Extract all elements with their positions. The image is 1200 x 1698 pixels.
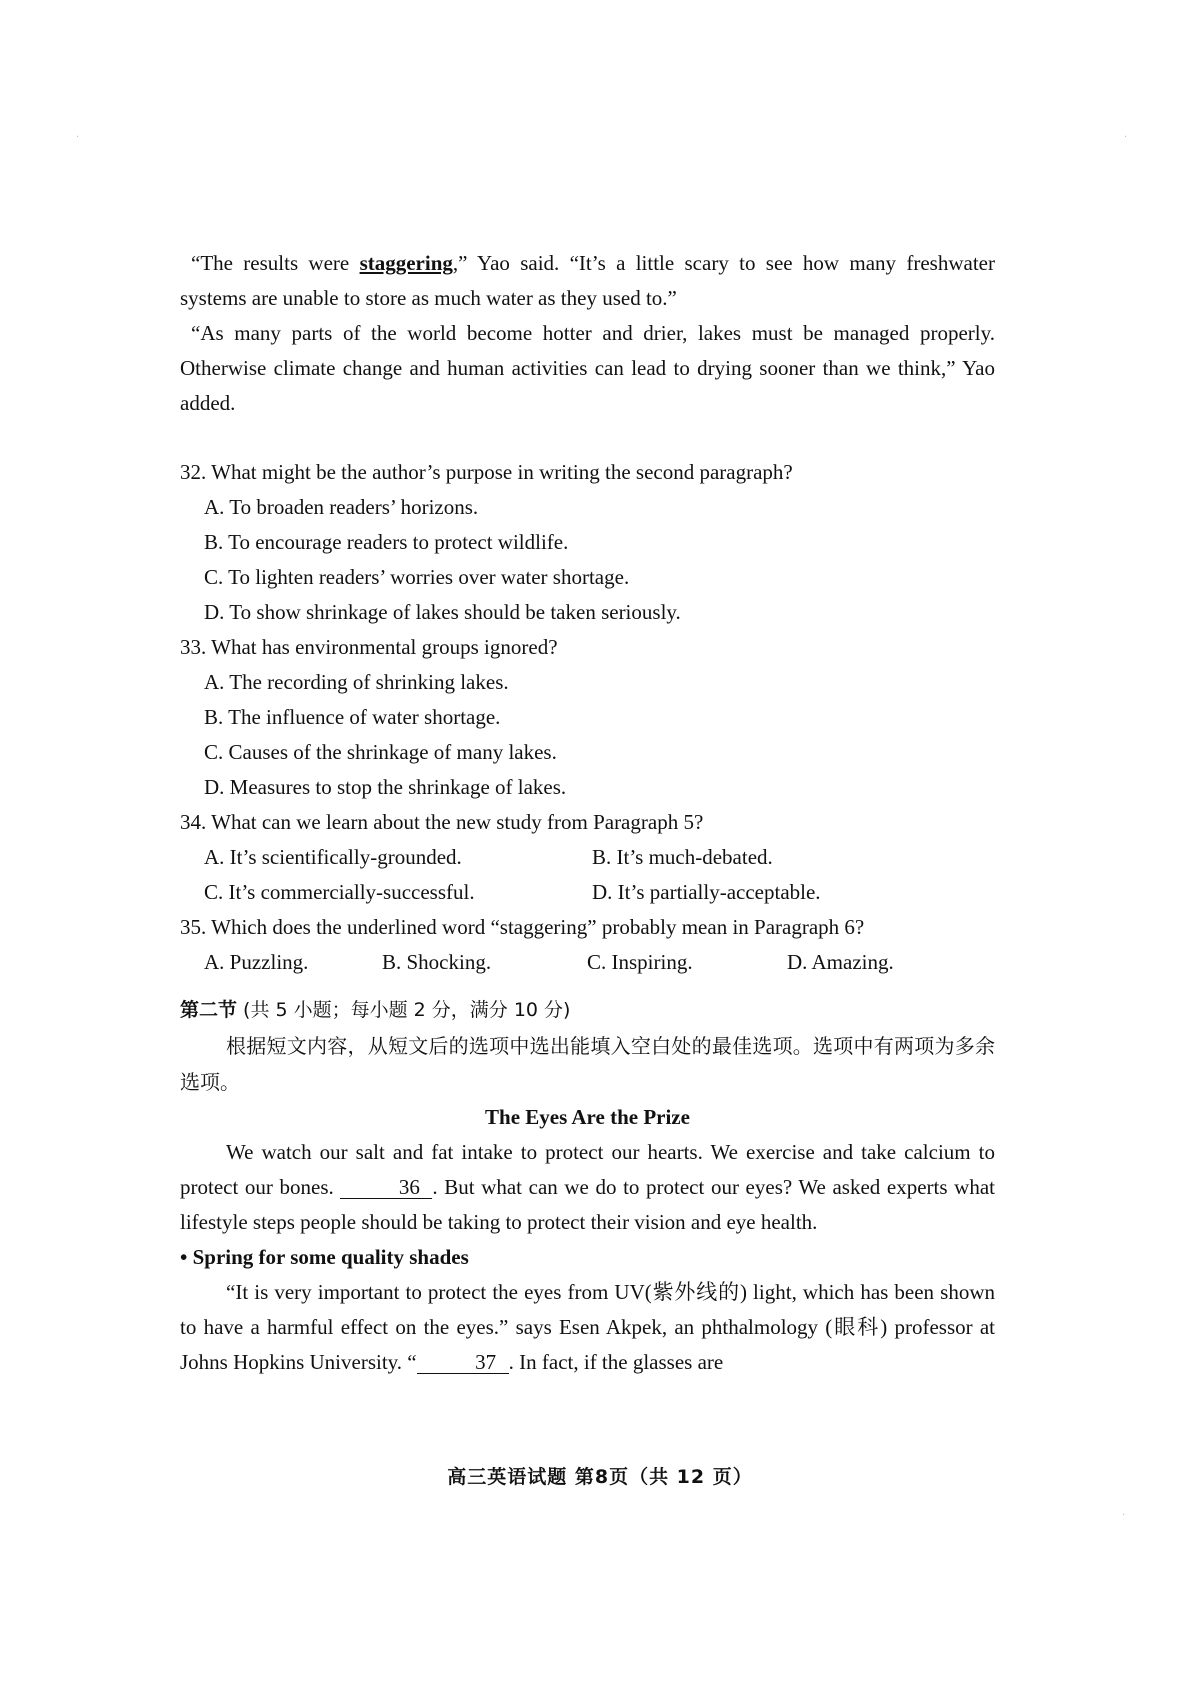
option-a: A. To broaden readers’ horizons.	[204, 495, 479, 519]
section-2-label: 第二节	[180, 999, 238, 1021]
exam-page-body	[180, 246, 995, 1380]
option-row	[204, 875, 995, 910]
quote-open-text: “The results were	[191, 251, 360, 275]
option-b: B. To encourage readers to protect wildlife.	[204, 530, 569, 554]
option-c: C. To lighten readers’ worries over water shortage.	[204, 565, 630, 589]
section-2-instructions: 根据短文内容，从短文后的选项中选出能填入空白处的最佳选项。选项中有两项为多余选项。	[180, 1034, 995, 1094]
question-stem: 35. Which does the underlined word “staggering” probably mean in Paragraph 6?	[180, 915, 865, 939]
option-row	[204, 945, 995, 980]
article-title: The Eyes Are the Prize	[485, 1105, 690, 1129]
article-text: . In fact, if the glasses are	[508, 1350, 724, 1374]
question-stem: 32. What might be the author’s purpose in writing the second paragraph?	[180, 460, 793, 484]
page-footer: 高三英语试题 第8页（共 12 页）	[447, 1466, 753, 1488]
passage-paragraph-quote-2: “As many parts of the world become hotter and drier, lakes must be managed properly. Otherwise climate change and human activities can lead to drying sooner than we think,” Yao added.	[180, 321, 995, 415]
option-d: D. Measures to stop the shrinkage of lakes.	[204, 775, 567, 799]
option-c: C. Inspiring.	[587, 950, 693, 974]
option-c: C. Causes of the shrinkage of many lakes.	[204, 740, 557, 764]
option-d: D. To show shrinkage of lakes should be taken seriously.	[204, 600, 681, 624]
article-paragraph-1	[180, 1135, 995, 1240]
option-b: B. It’s much-debated.	[592, 845, 773, 869]
article-text: “It is very important to protect the eyes from UV(紫外线的) light, which has been shown to have a harmful effect on the eyes.” says Esen Akpek, an phthalmology (眼科) professor at Johns Hopkins University. “	[180, 1280, 995, 1374]
passage-paragraph-quote-1	[180, 246, 995, 316]
option-d: D. It’s partially-acceptable.	[592, 880, 821, 904]
option-a: A. The recording of shrinking lakes.	[204, 670, 509, 694]
blank-37: 37	[417, 1351, 509, 1374]
scan-speck: ·	[1122, 1510, 1126, 1521]
spacer	[180, 421, 995, 455]
option-b: B. Shocking.	[382, 950, 492, 974]
spacer	[180, 980, 995, 992]
option-a: A. Puzzling.	[204, 950, 309, 974]
question-32	[180, 455, 995, 630]
article-text: We watch our salt and fat intake to protect our hearts. We exercise and take calcium to protect our bones.	[180, 1140, 995, 1199]
option-d: D. Amazing.	[787, 950, 894, 974]
question-stem: 33. What has environmental groups ignored?	[180, 635, 558, 659]
option-b: B. The influence of water shortage.	[204, 705, 501, 729]
question-34	[180, 805, 995, 910]
scan-speck: ·	[1124, 132, 1128, 143]
subheading-quality-shades: • Spring for some quality shades	[180, 1245, 469, 1269]
option-row	[204, 840, 995, 875]
option-a: A. It’s scientifically-grounded.	[204, 845, 462, 869]
article-paragraph-2	[180, 1275, 995, 1380]
article-text: . But what can we do to protect our eyes? We asked experts what lifestyle steps people should be taking to protect their vision and eye health.	[180, 1175, 995, 1234]
question-35	[180, 910, 995, 980]
question-stem: 34. What can we learn about the new study from Paragraph 5?	[180, 810, 704, 834]
quote-rest-text: ,” Yao said. “It’s a little scary to see how many freshwater systems are unable to store as much water as they used to.”	[180, 251, 995, 310]
blank-36: 36	[340, 1176, 432, 1199]
question-33	[180, 630, 995, 805]
section-2-scoring: (共 5 小题；每小题 2 分，满分 10 分)	[237, 999, 571, 1021]
underlined-word-staggering: staggering	[359, 251, 453, 275]
scan-speck: ·	[76, 132, 80, 143]
section-2-heading	[180, 992, 995, 1028]
option-c: C. It’s commercially-successful.	[204, 880, 475, 904]
